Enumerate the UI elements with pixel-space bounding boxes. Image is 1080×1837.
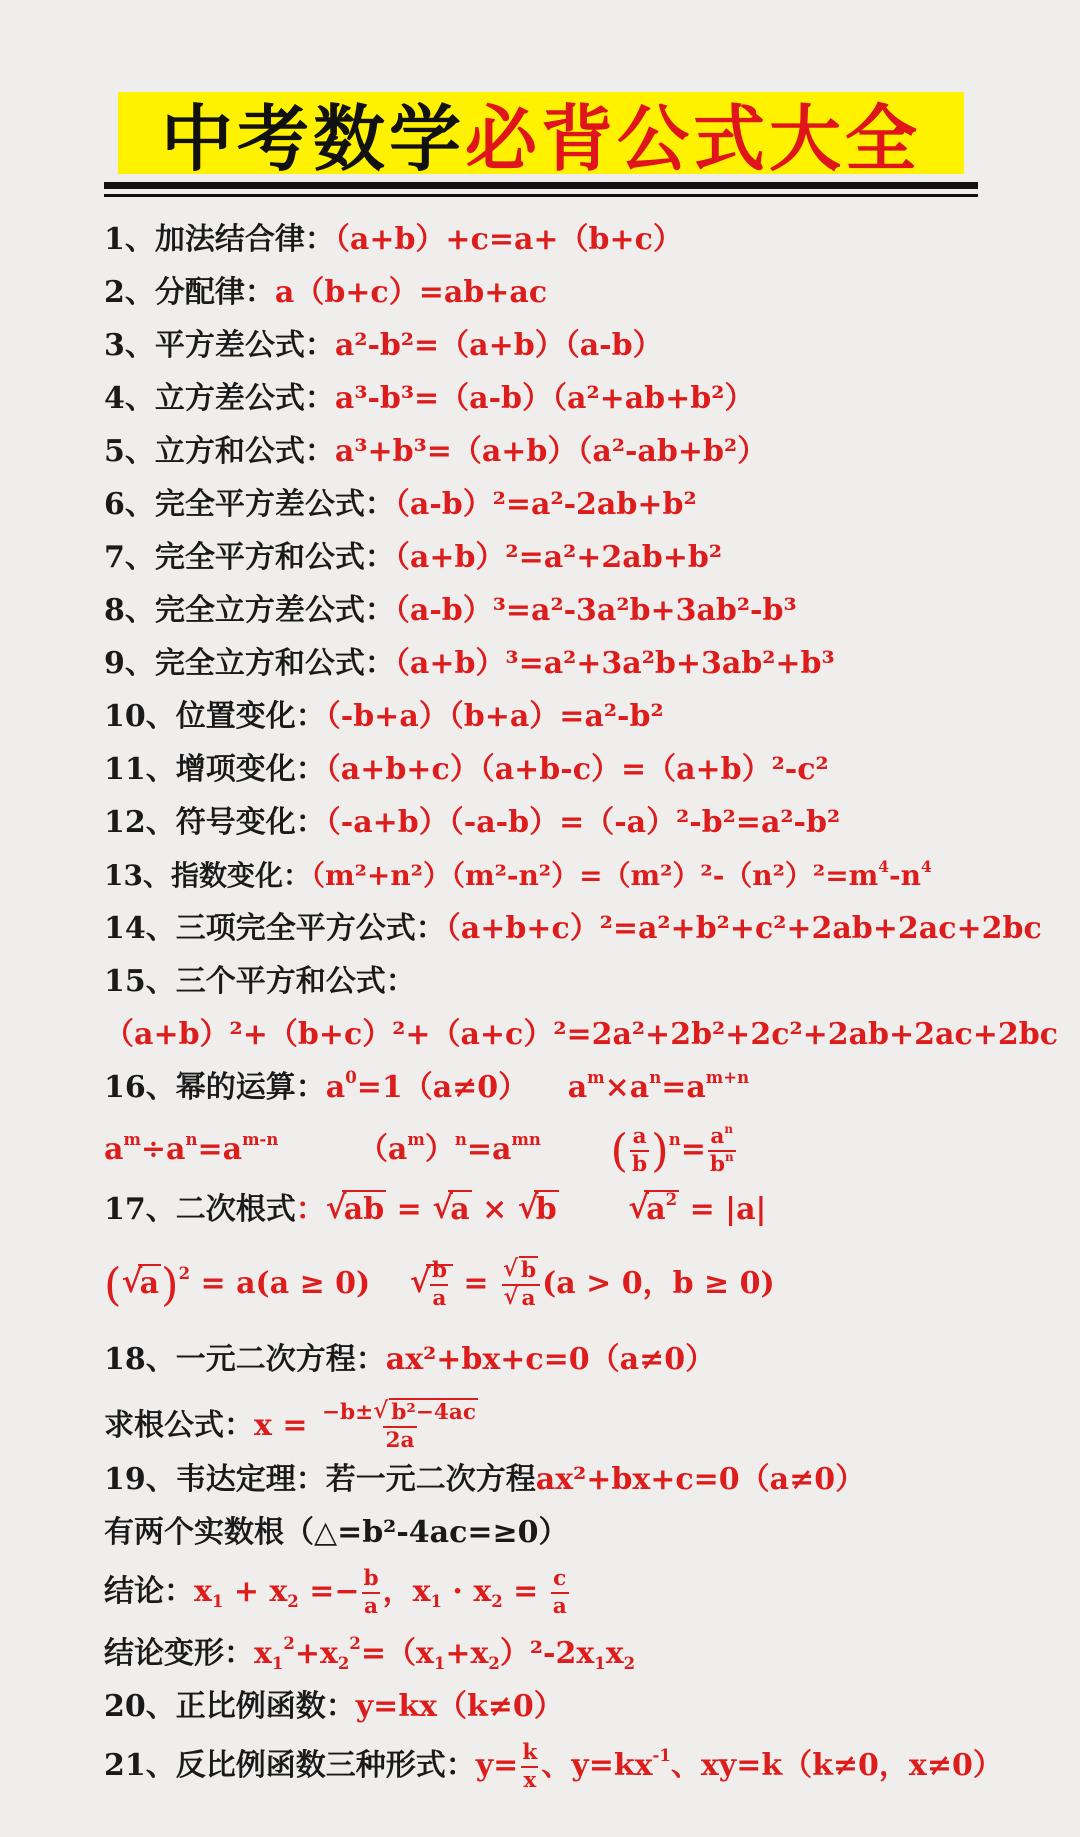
variable: x bbox=[473, 1574, 492, 1609]
formula-line-5 bbox=[104, 428, 1004, 476]
formula-label: 结论： bbox=[104, 1574, 194, 1609]
subscript: 2 bbox=[337, 1653, 350, 1673]
denominator: a bbox=[552, 1594, 567, 1619]
variable: x bbox=[412, 1574, 431, 1609]
subscript: 2 bbox=[488, 1653, 500, 1673]
denominator: a bbox=[432, 1286, 447, 1311]
formula-line-15-body bbox=[104, 1011, 1058, 1059]
exponent: 2 bbox=[665, 1189, 678, 1209]
formula-part: ） bbox=[424, 1132, 455, 1167]
formula-part: ， bbox=[382, 1574, 413, 1609]
fraction bbox=[630, 1126, 649, 1175]
formula-text: （a-b）²=a²-2ab+b² bbox=[394, 487, 697, 522]
formula-line-16 bbox=[104, 1064, 1004, 1112]
numerator: b bbox=[363, 1566, 379, 1592]
title-part-2: 必背公式大全 bbox=[465, 97, 922, 181]
title-part-1: 中考数学 bbox=[160, 97, 465, 181]
formula-text: （a+b+c）²=a²+b²+c²+2ab+2ac+2bc bbox=[445, 911, 1042, 946]
formula-power-of-power bbox=[357, 1129, 541, 1167]
denominator: b bbox=[632, 1152, 648, 1177]
exponent: n bbox=[724, 1149, 734, 1164]
formula-text: （a-b）³=a²-3a²b+3ab²-b³ bbox=[394, 593, 797, 628]
sqrt bbox=[122, 1252, 161, 1316]
formula-label: 5、立方和公式： bbox=[104, 434, 335, 469]
formula-text bbox=[311, 859, 932, 892]
formula-line-19-condition bbox=[104, 1509, 1004, 1557]
fraction bbox=[708, 1122, 736, 1177]
variable: x bbox=[194, 1574, 212, 1609]
exponent: 2 bbox=[178, 1263, 191, 1283]
sqrt bbox=[504, 1288, 538, 1310]
formula-label: 求根公式： bbox=[104, 1408, 254, 1443]
radicand: a bbox=[139, 1266, 160, 1301]
sqrt bbox=[628, 1184, 679, 1236]
subscript: 2 bbox=[491, 1591, 503, 1611]
formula-label: 20、正比例函数： bbox=[104, 1689, 356, 1724]
formula-label: 17、二次根式 bbox=[104, 1192, 296, 1227]
formula-part: =− bbox=[298, 1574, 360, 1609]
page-title bbox=[118, 92, 964, 181]
formula-label: 1、加法结合律： bbox=[104, 222, 335, 257]
formula-label: 21、反比例函数三种形式： bbox=[104, 1748, 476, 1783]
formula-text: （a+b）³=a²+3a²b+3ab²+b³ bbox=[394, 646, 835, 681]
title-underline-thick bbox=[104, 182, 978, 189]
formula-line-1 bbox=[104, 216, 1004, 264]
formula-label: 18、一元二次方程： bbox=[104, 1342, 386, 1377]
formula-part: = bbox=[452, 1266, 499, 1301]
formula-part: = bbox=[502, 1574, 549, 1609]
exponent: m bbox=[587, 1067, 605, 1087]
formula-part: （m²+n²）（m²-n²）=（m²）²-（n²）²=m bbox=[310, 859, 879, 892]
exponent: n bbox=[454, 1129, 467, 1149]
formula-label: 有两个实数根（△=b²-4ac=≥0） bbox=[104, 1515, 569, 1550]
vieta-formulas bbox=[194, 1566, 571, 1619]
formula-line-19-variant bbox=[104, 1630, 1004, 1678]
fraction bbox=[362, 1568, 381, 1617]
formula-text: （a+b）²+（b+c）²+（a+c）²=2a²+2b²+2c²+2ab+2ac+2bc bbox=[104, 1017, 1058, 1052]
formula-part: =（x bbox=[360, 1636, 434, 1671]
formula-line-4 bbox=[104, 375, 1004, 423]
formula-line-21 bbox=[104, 1736, 1004, 1796]
formula-line-19 bbox=[104, 1456, 1004, 1504]
formula-line-7 bbox=[104, 534, 1004, 582]
formula-power-product bbox=[567, 1067, 750, 1105]
base: a bbox=[325, 1070, 346, 1105]
denominator bbox=[708, 1150, 736, 1176]
exponent: m-n bbox=[242, 1129, 279, 1149]
numerator: k bbox=[522, 1740, 538, 1766]
sqrt bbox=[518, 1184, 559, 1236]
formula-part: × bbox=[471, 1192, 518, 1227]
denominator: x bbox=[523, 1768, 537, 1793]
formula-part: −b± bbox=[321, 1400, 374, 1426]
formula-label: 10、位置变化： bbox=[104, 699, 326, 734]
subscript: 1 bbox=[271, 1653, 284, 1673]
formula-line-13 bbox=[104, 852, 1004, 900]
formula-line-18 bbox=[104, 1336, 1004, 1384]
exponent: m bbox=[407, 1129, 425, 1149]
denominator: 2a bbox=[385, 1428, 415, 1453]
numerator bbox=[320, 1402, 480, 1426]
formula-part: x bbox=[605, 1636, 624, 1671]
exponent: m+n bbox=[705, 1067, 750, 1087]
fraction bbox=[430, 1260, 449, 1309]
formula-part: = |a| bbox=[679, 1192, 767, 1227]
exponent: m bbox=[123, 1129, 141, 1149]
denominator: a bbox=[364, 1594, 379, 1619]
fraction bbox=[520, 1742, 539, 1791]
inverse-proportion-forms bbox=[475, 1740, 1003, 1793]
sqrt bbox=[503, 1260, 538, 1282]
radicand: a bbox=[450, 1192, 470, 1227]
exponent: mn bbox=[511, 1129, 541, 1149]
denominator bbox=[502, 1284, 540, 1310]
exponent: n bbox=[185, 1129, 198, 1149]
quadratic-formula bbox=[254, 1400, 482, 1453]
formula-label: 13、指数变化： bbox=[104, 859, 311, 892]
radicand: ab bbox=[343, 1192, 385, 1227]
title-banner bbox=[118, 92, 964, 181]
sqrt bbox=[326, 1184, 386, 1236]
formula-text: y=kx（k≠0） bbox=[355, 1689, 564, 1724]
formula-line-17 bbox=[104, 1184, 1004, 1236]
formula-line-9 bbox=[104, 640, 1004, 688]
paren: ) bbox=[161, 1258, 179, 1311]
numerator: √ b bbox=[431, 1258, 447, 1284]
exponent: 0 bbox=[345, 1067, 357, 1087]
formula-line-8 bbox=[104, 587, 1004, 635]
exponent: n bbox=[668, 1129, 681, 1149]
fraction bbox=[501, 1260, 540, 1309]
formula-line-18-root bbox=[104, 1394, 1004, 1458]
formula-line-14 bbox=[104, 905, 1042, 953]
formula-power-zero bbox=[325, 1067, 529, 1105]
paren: ( bbox=[610, 1124, 629, 1177]
numerator: c bbox=[553, 1566, 567, 1592]
formula-part: -n bbox=[889, 859, 921, 892]
radicand: b bbox=[535, 1192, 557, 1227]
formula-label: 6、完全平方差公式： bbox=[104, 487, 395, 522]
formula-part: y= bbox=[475, 1748, 519, 1783]
formula-line-16-body bbox=[104, 1122, 1004, 1178]
formula-text: （-a+b）（-a-b）=（-a）²-b²=a²-b² bbox=[325, 805, 841, 840]
formula-line-20 bbox=[104, 1683, 1004, 1731]
radicand: a bbox=[521, 1286, 536, 1311]
formula-part: = bbox=[680, 1132, 706, 1167]
formula-label: 2、分配律： bbox=[104, 275, 275, 310]
formula-part: (a > 0，b ≥ 0) bbox=[542, 1266, 775, 1301]
formula-text: （a+b）+c=a+（b+c） bbox=[334, 222, 683, 257]
fraction bbox=[320, 1402, 480, 1451]
base: a bbox=[646, 1192, 666, 1227]
formula-text: ax²+bx+c=0（a≠0） bbox=[385, 1342, 716, 1377]
paren: ( bbox=[104, 1258, 122, 1311]
formula-part: +x bbox=[445, 1636, 489, 1671]
formula-label: 3、平方差公式： bbox=[104, 328, 335, 363]
exponent: -1 bbox=[652, 1745, 671, 1765]
formula-label: 7、完全平方和公式： bbox=[104, 540, 395, 575]
formula-part: + bbox=[223, 1574, 270, 1609]
numerator bbox=[708, 1122, 735, 1150]
formula-fraction-power bbox=[610, 1122, 737, 1177]
formula-label: 15、三个平方和公式： bbox=[104, 964, 416, 999]
formula-part: · bbox=[441, 1574, 474, 1609]
exponent: 2 bbox=[349, 1633, 361, 1653]
formula-label: 16、幂的运算： bbox=[104, 1070, 326, 1105]
subscript: 1 bbox=[433, 1653, 446, 1673]
base: b bbox=[709, 1152, 725, 1177]
exponent: 2 bbox=[283, 1633, 295, 1653]
base: a bbox=[104, 1132, 124, 1167]
exponent: 4 bbox=[921, 857, 932, 876]
formula-line-3 bbox=[104, 322, 1004, 370]
sqrt bbox=[373, 1402, 478, 1424]
formula-part: =1（a≠0） bbox=[356, 1070, 529, 1105]
radicand: b bbox=[520, 1258, 537, 1284]
formula-part: =a bbox=[661, 1070, 706, 1105]
base: a bbox=[710, 1124, 725, 1150]
exponent: n bbox=[724, 1122, 734, 1137]
formula-text: （a+b+c）（a+b-c）=（a+b）²-c² bbox=[325, 752, 829, 787]
subscript: 1 bbox=[211, 1591, 224, 1611]
formula-part: x bbox=[254, 1636, 272, 1671]
formula-line-10 bbox=[104, 693, 1004, 741]
formula-sqrt-fraction bbox=[410, 1258, 775, 1311]
formula-label: 12、符号变化： bbox=[104, 805, 326, 840]
formula-text: （-b+a）（b+a）=a²-b² bbox=[325, 699, 664, 734]
formula-label: 14、三项完全平方公式： bbox=[104, 911, 446, 946]
numerator: a bbox=[632, 1124, 647, 1150]
paren: ) bbox=[651, 1124, 669, 1177]
formula-text: a（b+c）=ab+ac bbox=[274, 275, 548, 310]
formula-sqrt-square bbox=[628, 1189, 767, 1227]
sqrt bbox=[432, 1184, 471, 1236]
formula-label: 结论变形： bbox=[104, 1636, 254, 1671]
formula-line-15 bbox=[104, 958, 1004, 1006]
formula-part: = a(a ≥ 0) bbox=[190, 1266, 371, 1301]
formula-text: a³-b³=（a-b）（a²+ab+b²） bbox=[334, 381, 755, 416]
formula-text: ax²+bx+c=0（a≠0） bbox=[535, 1462, 866, 1497]
formula-part: =a bbox=[197, 1132, 243, 1167]
formula-part: =a bbox=[466, 1132, 512, 1167]
numerator bbox=[501, 1260, 540, 1284]
formula-line-12 bbox=[104, 799, 1004, 847]
formula-part: 、xy=k（k≠0，x≠0） bbox=[670, 1748, 1003, 1783]
formula-part: 、y=kx bbox=[541, 1748, 653, 1783]
variable: x bbox=[269, 1574, 288, 1609]
exponent: 4 bbox=[878, 857, 890, 876]
formula-line-19-conclusion bbox=[104, 1562, 1004, 1622]
exponent: n bbox=[649, 1067, 662, 1087]
fraction bbox=[551, 1568, 569, 1617]
formula-text: a²-b²=（a+b）（a-b） bbox=[334, 328, 663, 363]
formula-part: （a bbox=[357, 1132, 408, 1167]
radicand bbox=[644, 1190, 679, 1227]
formula-text: a³+b³=（a+b）（a²-ab+b²） bbox=[334, 434, 768, 469]
formula-part: ）²-2x bbox=[499, 1636, 595, 1671]
subscript: 1 bbox=[430, 1591, 442, 1611]
formula-line-11 bbox=[104, 746, 1004, 794]
vieta-variant bbox=[254, 1633, 636, 1673]
title-underline-thin bbox=[104, 194, 978, 197]
formula-text: （a+b）²=a²+2ab+b² bbox=[394, 540, 722, 575]
formula-sqrt-squared bbox=[104, 1258, 371, 1311]
formula-label: 11、增项变化： bbox=[104, 752, 326, 787]
formula-line-6 bbox=[104, 481, 1004, 529]
formula-part: = bbox=[386, 1192, 433, 1227]
radicand bbox=[426, 1258, 453, 1311]
base: a bbox=[567, 1070, 588, 1105]
formula-label: 4、立方差公式： bbox=[104, 381, 335, 416]
formula-power-quotient bbox=[104, 1129, 279, 1167]
formula-line-2 bbox=[104, 269, 1004, 317]
subscript: 2 bbox=[623, 1653, 636, 1673]
subscript: 2 bbox=[287, 1591, 299, 1611]
formula-label: 9、完全立方和公式： bbox=[104, 646, 395, 681]
formula-label: 19、韦达定理：若一元二次方程 bbox=[104, 1462, 536, 1497]
formula-part: ÷a bbox=[140, 1132, 186, 1167]
formula-part: ×a bbox=[604, 1070, 650, 1105]
formula-label: 8、完全立方差公式： bbox=[104, 593, 395, 628]
formula-part: x = bbox=[254, 1408, 318, 1443]
formula-sqrt-product: ：√ ab = √ a × √ b bbox=[296, 1192, 559, 1227]
subscript: 1 bbox=[594, 1653, 606, 1673]
formula-line-17-body bbox=[104, 1252, 1004, 1316]
formula-part: +x bbox=[294, 1636, 338, 1671]
sqrt bbox=[410, 1252, 453, 1316]
radicand: b²−4ac bbox=[391, 1400, 477, 1426]
